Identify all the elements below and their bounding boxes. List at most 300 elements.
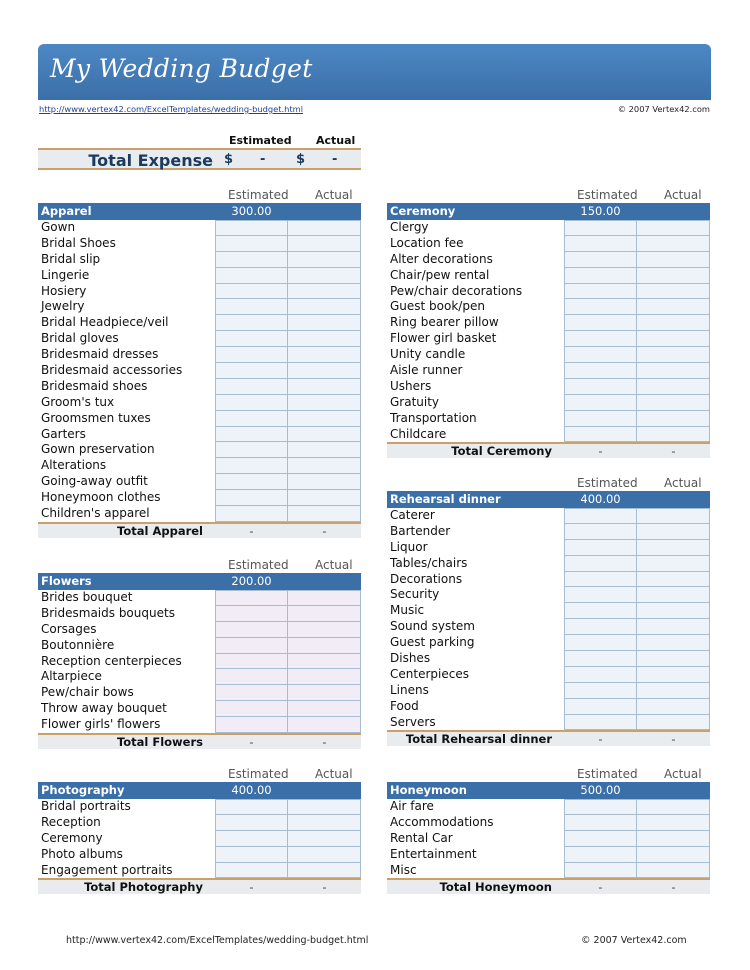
actual-input-cell[interactable] bbox=[288, 590, 361, 606]
column-headers bbox=[387, 188, 710, 203]
section-flowers bbox=[38, 558, 361, 749]
estimated-input-cell[interactable] bbox=[564, 252, 637, 268]
estimated-input-cell[interactable] bbox=[564, 427, 637, 443]
item-name: Air fare bbox=[390, 799, 434, 813]
table-row bbox=[38, 363, 361, 379]
section-total-estimated: - bbox=[249, 523, 254, 538]
estimated-input-cell[interactable] bbox=[215, 442, 288, 458]
table-row bbox=[387, 556, 710, 572]
table-row bbox=[387, 847, 710, 863]
item-name: Groom's tux bbox=[41, 394, 115, 409]
estimated-input-cell[interactable] bbox=[564, 683, 637, 699]
estimated-input-cell[interactable] bbox=[564, 524, 637, 540]
actual-input-cell[interactable] bbox=[288, 299, 361, 315]
table-row bbox=[38, 236, 361, 252]
table-row bbox=[38, 252, 361, 268]
actual-input-cell[interactable] bbox=[637, 667, 710, 683]
table-row bbox=[387, 363, 710, 379]
item-name: Security bbox=[390, 587, 440, 602]
table-row bbox=[38, 395, 361, 411]
estimated-input-cell[interactable] bbox=[564, 847, 637, 863]
line-items bbox=[38, 799, 361, 878]
total-expense-act-value: - bbox=[332, 152, 338, 167]
actual-input-cell[interactable] bbox=[288, 863, 361, 879]
actual-input-cell[interactable] bbox=[637, 540, 710, 556]
actual-input-cell[interactable] bbox=[288, 717, 361, 733]
actual-column-label: Actual bbox=[664, 188, 702, 202]
item-name: Entertainment bbox=[390, 846, 477, 861]
actual-input-cell[interactable] bbox=[637, 411, 710, 427]
estimated-input-cell[interactable] bbox=[215, 363, 288, 379]
actual-input-cell[interactable] bbox=[288, 252, 361, 268]
actual-input-cell[interactable] bbox=[637, 268, 710, 284]
section-title: Apparel bbox=[41, 204, 92, 218]
actual-input-cell[interactable] bbox=[637, 847, 710, 863]
table-row bbox=[38, 669, 361, 685]
footer-copyright: © 2007 Vertex42.com bbox=[581, 935, 687, 946]
item-name: Flower girl basket bbox=[390, 331, 497, 346]
item-name: Bridal slip bbox=[41, 251, 101, 266]
actual-input-cell[interactable] bbox=[637, 799, 710, 815]
estimated-input-cell[interactable] bbox=[215, 590, 288, 606]
section-estimated-value: 200.00 bbox=[231, 574, 272, 588]
actual-input-cell[interactable] bbox=[637, 524, 710, 540]
actual-input-cell[interactable] bbox=[288, 347, 361, 363]
estimated-input-cell[interactable] bbox=[564, 236, 637, 252]
item-name: Hosiery bbox=[41, 283, 87, 298]
actual-input-cell[interactable] bbox=[637, 508, 710, 524]
actual-input-cell[interactable] bbox=[288, 847, 361, 863]
estimated-input-cell[interactable] bbox=[564, 831, 637, 847]
section-total-estimated: - bbox=[598, 880, 603, 895]
estimated-input-cell[interactable] bbox=[215, 427, 288, 443]
item-name: Going-away outfit bbox=[41, 474, 148, 489]
table-row bbox=[387, 508, 710, 524]
actual-input-cell[interactable] bbox=[637, 715, 710, 731]
section-estimated-value: 300.00 bbox=[231, 204, 272, 218]
table-row bbox=[38, 220, 361, 236]
section-total-label: Total Rehearsal dinner bbox=[405, 732, 552, 747]
table-row bbox=[387, 799, 710, 815]
line-items bbox=[38, 590, 361, 733]
table-row bbox=[38, 831, 361, 847]
item-name: Dishes bbox=[390, 651, 431, 666]
table-row bbox=[387, 587, 710, 603]
actual-input-cell[interactable] bbox=[288, 411, 361, 427]
item-name: Bridal Headpiece/veil bbox=[41, 315, 169, 330]
summary-actual-header: Actual bbox=[316, 134, 356, 147]
line-items bbox=[387, 799, 710, 878]
table-row bbox=[387, 315, 710, 331]
actual-input-cell[interactable] bbox=[288, 268, 361, 284]
table-row bbox=[38, 622, 361, 638]
actual-input-cell[interactable] bbox=[288, 606, 361, 622]
actual-input-cell[interactable] bbox=[288, 701, 361, 717]
estimated-input-cell[interactable] bbox=[215, 654, 288, 670]
section-title: Photography bbox=[41, 783, 125, 797]
table-row bbox=[38, 379, 361, 395]
item-name: Rental Car bbox=[390, 830, 453, 845]
section-title: Flowers bbox=[41, 574, 92, 588]
item-name: Alter decorations bbox=[390, 251, 493, 266]
table-row bbox=[38, 590, 361, 606]
section-total-row bbox=[387, 442, 710, 458]
column-headers bbox=[38, 188, 361, 203]
estimated-input-cell[interactable] bbox=[215, 831, 288, 847]
section-header bbox=[387, 782, 710, 799]
table-row bbox=[387, 252, 710, 268]
section-total-estimated: - bbox=[598, 444, 603, 459]
estimated-input-cell[interactable] bbox=[215, 411, 288, 427]
actual-input-cell[interactable] bbox=[288, 622, 361, 638]
actual-input-cell[interactable] bbox=[288, 236, 361, 252]
actual-input-cell[interactable] bbox=[288, 685, 361, 701]
section-total-estimated: - bbox=[249, 735, 254, 750]
actual-input-cell[interactable] bbox=[637, 331, 710, 347]
actual-input-cell[interactable] bbox=[637, 220, 710, 236]
table-row bbox=[38, 347, 361, 363]
item-name: Children's apparel bbox=[41, 506, 150, 521]
item-name: Gown preservation bbox=[41, 442, 155, 457]
actual-input-cell[interactable] bbox=[637, 831, 710, 847]
total-expense-est-value: - bbox=[260, 152, 266, 167]
item-name: Reception centerpieces bbox=[41, 653, 182, 668]
estimated-input-cell[interactable] bbox=[215, 395, 288, 411]
item-name: Bridal Shoes bbox=[41, 235, 116, 250]
section-total-label: Total Apparel bbox=[117, 523, 203, 538]
item-name: Bridal gloves bbox=[41, 331, 119, 346]
item-name: Ring bearer pillow bbox=[390, 315, 499, 330]
estimated-input-cell[interactable] bbox=[564, 715, 637, 731]
item-name: Alterations bbox=[41, 458, 107, 473]
item-name: Photo albums bbox=[41, 846, 123, 861]
table-row bbox=[38, 268, 361, 284]
table-row bbox=[387, 863, 710, 879]
table-row bbox=[387, 524, 710, 540]
actual-input-cell[interactable] bbox=[288, 490, 361, 506]
actual-input-cell[interactable] bbox=[637, 363, 710, 379]
section-total-actual: - bbox=[671, 444, 676, 459]
table-row bbox=[387, 379, 710, 395]
actual-input-cell[interactable] bbox=[637, 863, 710, 879]
estimated-input-cell[interactable] bbox=[215, 268, 288, 284]
total-expense-row bbox=[38, 148, 361, 170]
actual-input-cell[interactable] bbox=[288, 395, 361, 411]
estimated-input-cell[interactable] bbox=[564, 299, 637, 315]
estimated-column-label: Estimated bbox=[228, 767, 289, 781]
actual-input-cell[interactable] bbox=[637, 587, 710, 603]
actual-input-cell[interactable] bbox=[288, 474, 361, 490]
table-row bbox=[38, 701, 361, 717]
section-title: Honeymoon bbox=[390, 783, 467, 797]
estimated-input-cell[interactable] bbox=[564, 587, 637, 603]
actual-column-label: Actual bbox=[315, 188, 353, 202]
estimated-input-cell[interactable] bbox=[215, 863, 288, 879]
actual-input-cell[interactable] bbox=[288, 458, 361, 474]
estimated-input-cell[interactable] bbox=[215, 490, 288, 506]
actual-input-cell[interactable] bbox=[637, 299, 710, 315]
actual-input-cell[interactable] bbox=[637, 556, 710, 572]
actual-input-cell[interactable] bbox=[637, 651, 710, 667]
estimated-input-cell[interactable] bbox=[215, 606, 288, 622]
section-title: Ceremony bbox=[390, 204, 456, 218]
section-photography bbox=[38, 767, 361, 894]
estimated-input-cell[interactable] bbox=[564, 395, 637, 411]
estimated-input-cell[interactable] bbox=[564, 863, 637, 879]
estimated-input-cell[interactable] bbox=[215, 701, 288, 717]
table-row bbox=[38, 815, 361, 831]
section-ceremony bbox=[387, 188, 710, 458]
summary-estimated-header: Estimated bbox=[229, 134, 292, 147]
section-total-label: Total Ceremony bbox=[451, 444, 552, 459]
table-row bbox=[38, 299, 361, 315]
actual-input-cell[interactable] bbox=[288, 669, 361, 685]
estimated-input-cell[interactable] bbox=[564, 799, 637, 815]
estimated-input-cell[interactable] bbox=[215, 458, 288, 474]
estimated-input-cell[interactable] bbox=[215, 717, 288, 733]
estimated-input-cell[interactable] bbox=[215, 506, 288, 522]
item-name: Gown bbox=[41, 220, 76, 234]
estimated-input-cell[interactable] bbox=[215, 685, 288, 701]
actual-input-cell[interactable] bbox=[637, 252, 710, 268]
actual-input-cell[interactable] bbox=[637, 315, 710, 331]
estimated-input-cell[interactable] bbox=[215, 474, 288, 490]
item-name: Altarpiece bbox=[41, 669, 102, 684]
item-name: Guest parking bbox=[390, 635, 475, 650]
section-total-actual: - bbox=[322, 735, 327, 750]
item-name: Guest book/pen bbox=[390, 299, 485, 314]
actual-column-label: Actual bbox=[664, 767, 702, 781]
item-name: Ushers bbox=[390, 378, 432, 393]
estimated-input-cell[interactable] bbox=[564, 540, 637, 556]
section-total-row bbox=[38, 733, 361, 749]
section-estimated-value: 500.00 bbox=[580, 783, 621, 797]
estimated-input-cell[interactable] bbox=[564, 572, 637, 588]
section-header bbox=[38, 203, 361, 220]
estimated-input-cell[interactable] bbox=[564, 315, 637, 331]
estimated-input-cell[interactable] bbox=[215, 847, 288, 863]
estimated-input-cell[interactable] bbox=[215, 669, 288, 685]
item-name: Liquor bbox=[390, 539, 428, 554]
item-name: Bridesmaid accessories bbox=[41, 363, 183, 378]
estimated-input-cell[interactable] bbox=[215, 299, 288, 315]
item-name: Jewelry bbox=[41, 299, 85, 314]
actual-input-cell[interactable] bbox=[637, 395, 710, 411]
table-row bbox=[38, 717, 361, 733]
section-total-estimated: - bbox=[249, 880, 254, 895]
estimated-input-cell[interactable] bbox=[215, 284, 288, 300]
item-name: Throw away bouquet bbox=[41, 701, 167, 716]
table-row bbox=[387, 619, 710, 635]
actual-input-cell[interactable] bbox=[637, 635, 710, 651]
estimated-input-cell[interactable] bbox=[215, 622, 288, 638]
section-total-label: Total Flowers bbox=[116, 735, 203, 750]
item-name: Lingerie bbox=[41, 267, 90, 282]
item-name: Groomsmen tuxes bbox=[41, 410, 151, 425]
section-total-label: Total Photography bbox=[84, 880, 203, 895]
item-name: Decorations bbox=[390, 571, 463, 586]
table-row bbox=[387, 427, 710, 443]
section-header bbox=[387, 203, 710, 220]
estimated-input-cell[interactable] bbox=[564, 619, 637, 635]
table-row bbox=[387, 635, 710, 651]
estimated-input-cell[interactable] bbox=[215, 220, 288, 236]
section-rehearsal-dinner bbox=[387, 476, 710, 746]
actual-column-label: Actual bbox=[315, 558, 353, 572]
table-row bbox=[38, 847, 361, 863]
actual-input-cell[interactable] bbox=[637, 619, 710, 635]
table-row bbox=[387, 603, 710, 619]
actual-input-cell[interactable] bbox=[637, 236, 710, 252]
item-name: Engagement portraits bbox=[41, 862, 173, 877]
actual-input-cell[interactable] bbox=[288, 638, 361, 654]
table-row bbox=[38, 315, 361, 331]
estimated-input-cell[interactable] bbox=[564, 284, 637, 300]
estimated-input-cell[interactable] bbox=[564, 411, 637, 427]
actual-input-cell[interactable] bbox=[637, 427, 710, 443]
actual-input-cell[interactable] bbox=[637, 347, 710, 363]
item-name: Gratuity bbox=[390, 394, 440, 409]
estimated-input-cell[interactable] bbox=[215, 815, 288, 831]
estimated-column-label: Estimated bbox=[228, 558, 289, 572]
actual-input-cell[interactable] bbox=[288, 220, 361, 236]
estimated-input-cell[interactable] bbox=[215, 638, 288, 654]
item-name: Ceremony bbox=[41, 830, 103, 845]
line-items bbox=[387, 220, 710, 442]
actual-input-cell[interactable] bbox=[288, 331, 361, 347]
section-header bbox=[38, 573, 361, 590]
estimated-input-cell[interactable] bbox=[564, 815, 637, 831]
actual-input-cell[interactable] bbox=[288, 654, 361, 670]
table-row bbox=[387, 411, 710, 427]
item-name: Pew/chair decorations bbox=[390, 283, 523, 298]
actual-input-cell[interactable] bbox=[637, 572, 710, 588]
table-row bbox=[387, 667, 710, 683]
estimated-input-cell[interactable] bbox=[215, 379, 288, 395]
section-total-row bbox=[387, 730, 710, 746]
table-row bbox=[38, 685, 361, 701]
estimated-input-cell[interactable] bbox=[564, 635, 637, 651]
actual-input-cell[interactable] bbox=[288, 427, 361, 443]
title-banner bbox=[38, 44, 711, 100]
table-row bbox=[387, 284, 710, 300]
item-name: Garters bbox=[41, 426, 86, 441]
section-total-actual: - bbox=[322, 523, 327, 538]
section-total-row bbox=[387, 878, 710, 894]
estimated-input-cell[interactable] bbox=[215, 331, 288, 347]
actual-input-cell[interactable] bbox=[288, 315, 361, 331]
estimated-input-cell[interactable] bbox=[564, 220, 637, 236]
estimated-input-cell[interactable] bbox=[215, 799, 288, 815]
estimated-input-cell[interactable] bbox=[564, 347, 637, 363]
item-name: Corsages bbox=[41, 621, 97, 636]
item-name: Centerpieces bbox=[390, 666, 469, 681]
estimated-column-label: Estimated bbox=[577, 188, 638, 202]
section-title: Rehearsal dinner bbox=[390, 492, 501, 506]
table-row bbox=[387, 268, 710, 284]
item-name: Aisle runner bbox=[390, 363, 463, 378]
item-name: Boutonnière bbox=[41, 637, 115, 652]
actual-input-cell[interactable] bbox=[288, 442, 361, 458]
table-row bbox=[38, 442, 361, 458]
table-row bbox=[387, 683, 710, 699]
actual-input-cell[interactable] bbox=[288, 379, 361, 395]
estimated-input-cell[interactable] bbox=[564, 508, 637, 524]
actual-input-cell[interactable] bbox=[637, 699, 710, 715]
estimated-input-cell[interactable] bbox=[564, 379, 637, 395]
actual-input-cell[interactable] bbox=[637, 815, 710, 831]
estimated-input-cell[interactable] bbox=[564, 699, 637, 715]
estimated-input-cell[interactable] bbox=[564, 667, 637, 683]
line-items bbox=[387, 508, 710, 730]
actual-input-cell[interactable] bbox=[288, 831, 361, 847]
actual-column-label: Actual bbox=[664, 476, 702, 490]
table-row bbox=[387, 540, 710, 556]
actual-input-cell[interactable] bbox=[288, 284, 361, 300]
table-row bbox=[387, 236, 710, 252]
estimated-input-cell[interactable] bbox=[215, 347, 288, 363]
source-link[interactable]: http://www.vertex42.com/ExcelTemplates/wedding-budget.html bbox=[39, 104, 304, 114]
table-row bbox=[387, 347, 710, 363]
actual-input-cell[interactable] bbox=[637, 379, 710, 395]
actual-input-cell[interactable] bbox=[288, 815, 361, 831]
item-name: Brides bouquet bbox=[41, 590, 133, 604]
table-row bbox=[387, 331, 710, 347]
item-name: Food bbox=[390, 698, 419, 713]
item-name: Misc bbox=[390, 862, 417, 877]
item-name: Flower girls' flowers bbox=[41, 717, 161, 732]
item-name: Accommodations bbox=[390, 814, 494, 829]
estimated-input-cell[interactable] bbox=[215, 236, 288, 252]
actual-input-cell[interactable] bbox=[288, 506, 361, 522]
estimated-input-cell[interactable] bbox=[564, 363, 637, 379]
total-expense-label: Total Expense bbox=[88, 151, 213, 170]
footer-link[interactable]: http://www.vertex42.com/ExcelTemplates/wedding-budget.html bbox=[66, 935, 369, 946]
table-row bbox=[38, 474, 361, 490]
item-name: Servers bbox=[390, 714, 436, 729]
actual-input-cell[interactable] bbox=[637, 683, 710, 699]
actual-input-cell[interactable] bbox=[637, 284, 710, 300]
estimated-column-label: Estimated bbox=[577, 767, 638, 781]
section-estimated-value: 400.00 bbox=[231, 783, 272, 797]
estimated-input-cell[interactable] bbox=[215, 315, 288, 331]
item-name: Chair/pew rental bbox=[390, 267, 490, 282]
column-headers bbox=[387, 476, 710, 491]
estimated-input-cell[interactable] bbox=[564, 603, 637, 619]
estimated-input-cell[interactable] bbox=[215, 252, 288, 268]
actual-input-cell[interactable] bbox=[288, 363, 361, 379]
estimated-input-cell[interactable] bbox=[564, 651, 637, 667]
item-name: Transportation bbox=[390, 410, 477, 425]
estimated-input-cell[interactable] bbox=[564, 331, 637, 347]
actual-input-cell[interactable] bbox=[637, 603, 710, 619]
section-total-label: Total Honeymoon bbox=[439, 880, 552, 895]
table-row bbox=[387, 572, 710, 588]
estimated-input-cell[interactable] bbox=[564, 268, 637, 284]
estimated-input-cell[interactable] bbox=[564, 556, 637, 572]
table-row bbox=[38, 654, 361, 670]
table-row bbox=[38, 284, 361, 300]
copyright-text: © 2007 Vertex42.com bbox=[617, 104, 710, 114]
section-honeymoon bbox=[387, 767, 710, 894]
section-apparel bbox=[38, 188, 361, 538]
section-header bbox=[38, 782, 361, 799]
item-name: Clergy bbox=[390, 220, 429, 234]
table-row bbox=[38, 638, 361, 654]
section-estimated-value: 400.00 bbox=[580, 492, 621, 506]
section-total-row bbox=[38, 878, 361, 894]
actual-input-cell[interactable] bbox=[288, 799, 361, 815]
